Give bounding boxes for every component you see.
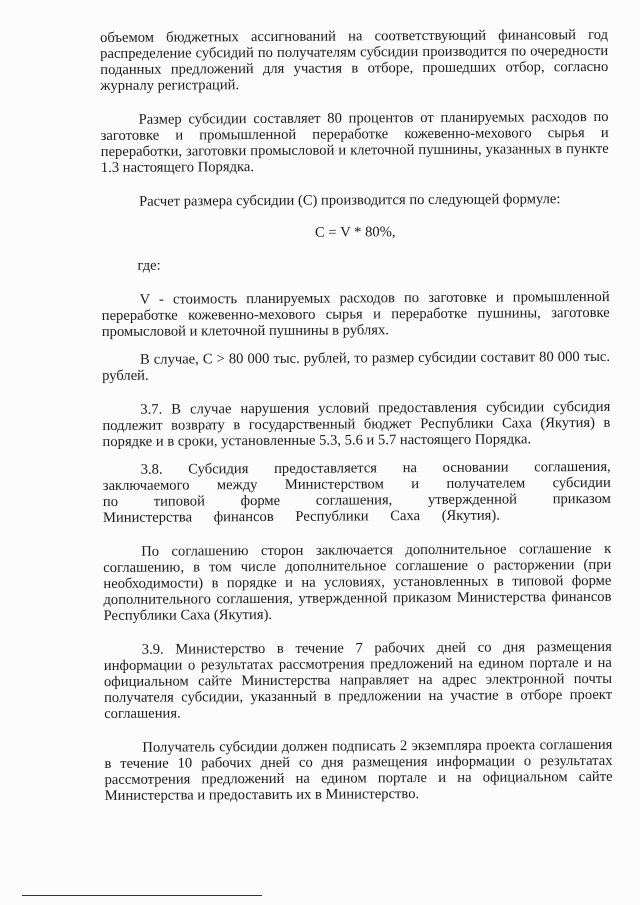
paragraph-3-7: 3.7. В случае нарушения условий предоставления субсидии субсидия подлежит возврату в государственный бюджет Республики Саха (Якутия) в порядке и в сроки, установленные 5.3, 5.6 и 5.7 настоящего Порядка. (102, 398, 611, 450)
formula-where-label: где: (137, 257, 161, 274)
paragraph-v-definition: V - стоимость планируемых расходов по заготовке и промышленной переработке кожевенно-мехового сырья и переработке пушнины, заготовке промысловой и клеточной пушнины в рублях. (101, 288, 610, 340)
paragraph-recipient-signature: Получатель субсидии должен подписать 2 экземпляра проекта соглашения в течение 10 рабочих дней со дня размещения информации о результатах рассмотрения предложений на едином портале и на официальном сайте Министерства и предоставить их в Министерство. (104, 736, 613, 804)
paragraph-additional-agreement: По соглашению сторон заключается дополнительное соглашение к соглашению, в том числе дополнительное соглашение о расторжении (при необходимости) в порядке и на условиях, установленных в типовой форме дополнительного соглашения, утвержденной приказом Министерства финансов Республики Саха (Якутия). (103, 540, 612, 624)
paragraph-formula-intro: Расчет размера субсидии (С) производится по следующей формуле: (139, 191, 561, 210)
footer-divider (22, 895, 262, 896)
paragraph-subsidy-cap: В случае, С > 80 000 тыс. рублей, то размер субсидии составит 80 000 тыс. рублей. (102, 348, 611, 384)
paragraph-subsidy-size: Размер субсидии составляет 80 процентов от планируемых расходов по заготовке и промышленной переработке кожевенно-мехового сырья и переработки, заготовки промысловой и клеточной пушнины, указанных в пункте 1.3 настоящего Порядка. (100, 108, 609, 176)
paragraph-3-9: 3.9. Министерство в течение 7 рабочих дней со дня размещения информации о результатах рассмотрения предложений на едином портале и на официальном сайте Министерства направляет на адрес электронной почты получателя субсидии, указанный в предложении на участие в отборе проект соглашения. (103, 638, 613, 722)
paragraph-3-8: 3.8. Субсидия предоставляется на основании соглашения, заключаемого между Министерством и получателем субсидии по типовой форме соглашения, утвержденной приказом Министерства финансов Республики Саха (Якутия). (102, 458, 611, 526)
document-body (100, 27, 613, 804)
paragraph-budget-distribution: объемом бюджетных ассигнований на соответствующий финансовый год распределение субсидий по получателям субсидии производится по очередности поданных предложений для участия в отборе, прошедших отбор, согласно журналу регистраций. (100, 26, 609, 94)
formula: С = V * 80%, (314, 224, 396, 241)
